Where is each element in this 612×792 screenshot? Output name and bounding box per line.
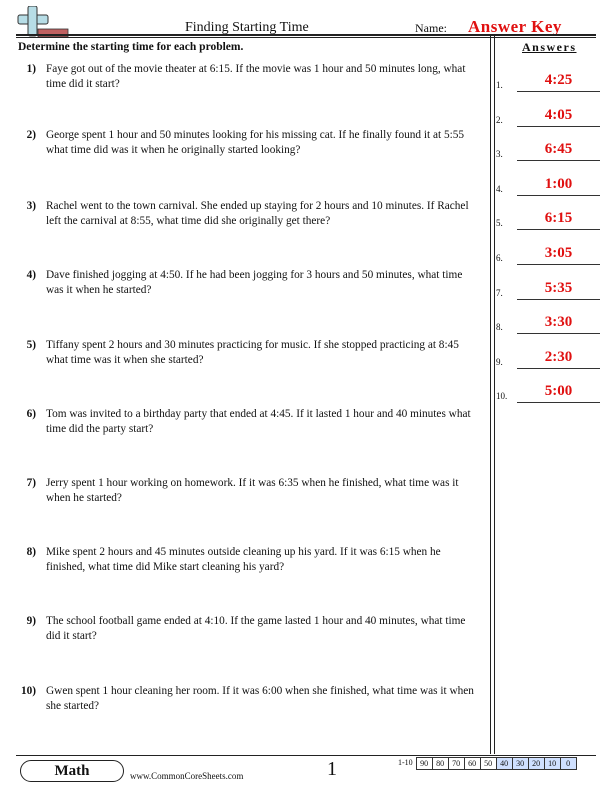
answer-line: [517, 126, 600, 127]
problem-text: George spent 1 hour and 50 minutes looking for his missing cat. If he finally found it at 5:55 what time did was it when he originally started looking?: [46, 129, 465, 156]
problem-text: Tiffany spent 2 hours and 30 minutes practicing for music. If she stopped practicing at 8:45 what time was it when she started?: [46, 339, 459, 366]
score-cell: 30: [512, 757, 529, 770]
score-label: 1-10: [398, 758, 413, 767]
problem-number: 1): [26, 63, 36, 75]
problem-number: 6): [26, 408, 36, 420]
answer-value: 4:25: [544, 72, 573, 88]
website-link[interactable]: www.CommonCoreSheets.com: [130, 771, 244, 781]
answer-item: [496, 105, 606, 127]
subject-badge: Math: [20, 760, 124, 782]
score-cell: 0: [560, 757, 577, 770]
problem-text: Rachel went to the town carnival. She ended up staying for 2 hours and 10 minutes. If Rachel left the carnival at 8:55, what time did she originally get there?: [46, 200, 469, 227]
instructions: Determine the starting time for each problem.: [18, 41, 244, 53]
answer-line: [517, 229, 600, 230]
column-divider: [490, 34, 495, 754]
answer-number: 6.: [496, 253, 503, 263]
problem-text: Dave finished jogging at 4:50. If he had been jogging for 3 hours and 50 minutes, what time was it when he started?: [46, 269, 463, 296]
problem-text: Mike spent 2 hours and 45 minutes outside cleaning up his yard. If it was 6:15 when he finished, what time did Mike start cleaning his yard?: [46, 546, 441, 573]
answer-value: 1:00: [544, 175, 573, 192]
answer-item: [496, 381, 606, 403]
answer-line: [517, 368, 600, 369]
score-cell: 40: [496, 757, 513, 770]
answer-value: 5:35: [544, 279, 573, 296]
name-value: Answer Key: [468, 17, 562, 36]
answer-item: [496, 139, 606, 161]
score-cell: 60: [464, 757, 481, 770]
name-label: Name:: [415, 21, 447, 35]
answer-number: 1.: [496, 80, 503, 90]
answer-number: 10.: [496, 391, 508, 402]
answer-value: 6:15: [544, 210, 573, 227]
header-rule: [16, 34, 596, 36]
answer-line: [517, 333, 600, 334]
answer-number: 4.: [496, 183, 503, 194]
problem-number: 2): [26, 129, 36, 141]
answer-item: [496, 174, 606, 196]
answer-item: [496, 70, 606, 92]
problem-number: 4): [26, 269, 36, 281]
answer-item: [496, 208, 606, 230]
score-cell: 10: [544, 757, 561, 770]
answer-line: [517, 91, 600, 92]
answer-value: 3:05: [544, 245, 573, 261]
answer-number: 5.: [496, 218, 503, 229]
problem-number: 3): [26, 200, 36, 212]
score-cell: 90: [416, 757, 433, 770]
problem-text: Faye got out of the movie theater at 6:15. If the movie was 1 hour and 50 minutes long, what time did it start?: [46, 63, 466, 90]
answer-number: 3.: [496, 149, 503, 160]
answer-item: [496, 347, 606, 369]
problem-text: Tom was invited to a birthday party that ended at 4:45. If it lasted 1 hour and 40 minutes what time did the party start?: [46, 408, 471, 435]
answer-line: [517, 195, 600, 196]
answer-number: 8.: [496, 322, 503, 333]
answer-line: [517, 264, 600, 265]
answer-number: 9.: [496, 356, 503, 367]
score-cell: 20: [528, 757, 545, 770]
problem-text: Gwen spent 1 hour cleaning her room. If it was 6:00 when she finished, what time was it when she started?: [46, 685, 474, 712]
problem-text: The school football game ended at 4:10. If the game lasted 1 hour and 40 minutes, what time did it start?: [46, 615, 466, 642]
answer-value: 6:45: [544, 141, 573, 158]
worksheet-title: Finding Starting Time: [185, 20, 309, 35]
answer-item: [496, 243, 606, 265]
answer-value: 2:30: [544, 348, 573, 365]
problem-number: 10): [20, 685, 36, 697]
header-rule-thin: [16, 37, 596, 38]
problem-text: Jerry spent 1 hour working on homework. If it was 6:35 when he finished, what time was it when he started?: [46, 477, 459, 504]
answer-number: 7.: [496, 287, 503, 298]
problem-number: 7): [26, 477, 36, 489]
answer-line: [517, 160, 600, 161]
score-table: [398, 757, 577, 770]
score-cell: 80: [432, 757, 449, 770]
problem-number: 5): [26, 339, 36, 351]
problem-number: 9): [26, 615, 36, 627]
answer-number: 2.: [496, 114, 503, 125]
answer-value: 4:05: [544, 106, 573, 123]
answer-value: 5:00: [544, 383, 573, 400]
answer-line: [517, 299, 600, 300]
footer-rule: [16, 755, 596, 756]
problem-number: 8): [26, 546, 36, 558]
score-cell: 70: [448, 757, 465, 770]
answer-value: 3:30: [544, 314, 573, 331]
score-cell: 50: [480, 757, 497, 770]
answer-item: [496, 278, 606, 300]
answer-line: [517, 402, 600, 403]
answer-item: [496, 312, 606, 334]
answers-heading: Answers: [522, 40, 577, 54]
page-number: 1: [327, 758, 337, 780]
